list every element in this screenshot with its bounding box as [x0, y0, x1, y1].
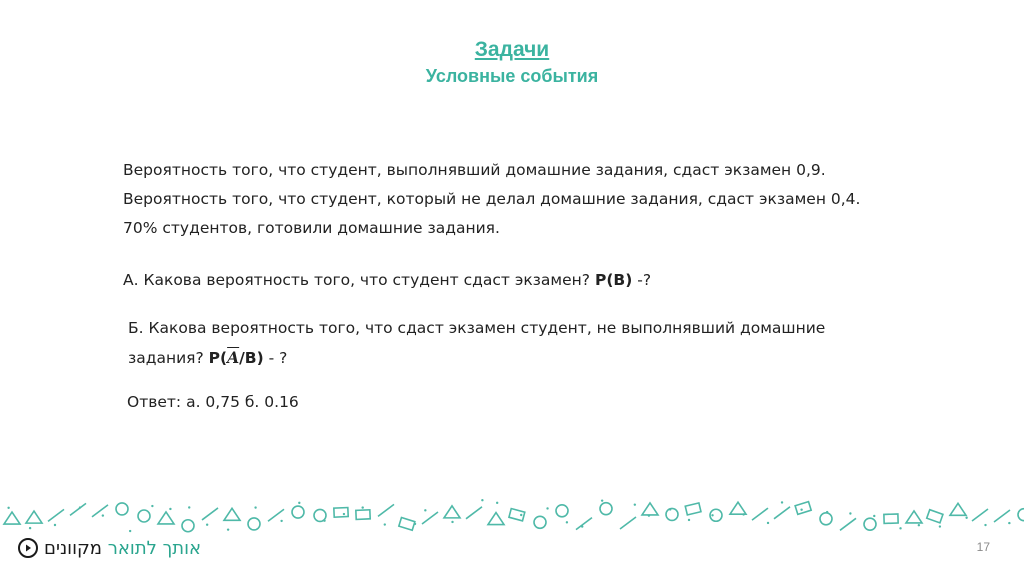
question-a-text: А. Какова вероятность того, что студент сдаст экзамен?: [123, 271, 591, 289]
pattern-doodle: [4, 512, 20, 524]
pattern-doodle: [576, 518, 592, 530]
pattern-doodle: [26, 511, 42, 523]
pattern-dot: [79, 506, 81, 508]
pattern-doodle: [884, 514, 898, 523]
pattern-doodle: [972, 509, 988, 521]
pattern-dot: [481, 499, 483, 501]
statement-line-3: 70% студентов, готовили домашние задания.: [123, 219, 500, 237]
pattern-dot: [688, 519, 690, 521]
pattern-doodle: [556, 505, 568, 517]
pattern-dot: [298, 502, 300, 504]
pattern-dot: [169, 508, 171, 510]
pattern-doodle: [820, 513, 832, 525]
pattern-dot: [899, 527, 901, 529]
statement-line-2: Вероятность того, что студент, который не делал домашние задания, сдаст экзамен 0,4.: [123, 190, 861, 208]
pattern-dot: [711, 514, 713, 516]
pattern-doodle: [1018, 509, 1024, 521]
pattern-doodle: [138, 510, 150, 522]
pattern-dot: [546, 507, 548, 509]
pattern-dot: [965, 517, 967, 519]
pattern-doodle: [248, 518, 260, 530]
question-b: [128, 314, 825, 373]
pattern-dot: [601, 499, 603, 501]
pattern-dot: [384, 523, 386, 525]
pattern-doodle: [774, 507, 790, 519]
pattern-svg: [0, 498, 1024, 534]
logo-text: אותך לתואר מקוונים: [44, 537, 202, 559]
pattern-doodle: [48, 509, 64, 521]
pattern-doodle: [795, 502, 811, 515]
pattern-doodle: [399, 518, 415, 531]
pattern-doodle: [730, 502, 746, 514]
pattern-dot: [984, 524, 986, 526]
pattern-dot: [520, 514, 522, 516]
slide-subtitle: Условные события: [425, 66, 599, 86]
pattern-dot: [323, 520, 325, 522]
pattern-dot: [361, 506, 363, 508]
pattern-dot: [451, 521, 453, 523]
pattern-doodle: [422, 512, 438, 524]
pattern-doodle: [182, 520, 194, 532]
pattern-doodle: [202, 508, 218, 520]
pattern-doodle: [994, 510, 1010, 522]
pattern-doodle: [906, 511, 922, 523]
pattern-dot: [918, 524, 920, 526]
pattern-doodle: [950, 503, 966, 515]
page-number: 17: [976, 540, 990, 554]
pattern-doodle: [92, 505, 108, 517]
pattern-dot: [648, 514, 650, 516]
pattern-doodle: [70, 503, 86, 515]
question-b-formula: $P(\overline{A}/B)$: [208, 348, 264, 367]
pattern-dot: [414, 523, 416, 525]
pattern-doodle: [488, 513, 504, 525]
slide-title: Задачи: [474, 38, 550, 61]
pattern-dot: [767, 522, 769, 524]
pattern-doodle: [864, 518, 876, 530]
pattern-dot: [102, 514, 104, 516]
pattern-dot: [566, 521, 568, 523]
question-b-line-1: Б. Какова вероятность того, что сдаст экзамен студент, не выполнявший домашние: [128, 319, 826, 337]
pattern-dot: [781, 501, 783, 503]
pattern-doodle: [268, 509, 284, 521]
pattern-dot: [151, 505, 153, 507]
pattern-doodle: [642, 503, 658, 515]
pattern-doodle: [466, 507, 482, 519]
pattern-doodle: [158, 512, 174, 524]
pattern-doodle: [752, 508, 768, 520]
pattern-doodle: [378, 504, 394, 516]
play-icon: [18, 538, 38, 558]
pattern-dot: [742, 513, 744, 515]
pattern-doodle: [292, 506, 304, 518]
pattern-dot: [669, 508, 671, 510]
pattern-doodle: [509, 509, 525, 521]
pattern-dot: [496, 502, 498, 504]
logo: [18, 535, 201, 561]
pattern-dot: [343, 513, 345, 515]
pattern-doodle: [685, 503, 701, 515]
pattern-dot: [424, 509, 426, 511]
pattern-dot: [188, 506, 190, 508]
pattern-doodle: [840, 518, 856, 530]
question-a-formula: P(B): [594, 271, 633, 289]
answer: Ответ: а. 0,75 б. 0.16: [127, 393, 299, 411]
decorative-pattern-strip: [0, 498, 1024, 534]
pattern-dot: [634, 503, 636, 505]
pattern-dot: [7, 507, 9, 509]
pattern-dot: [826, 511, 828, 513]
pattern-doodle: [334, 508, 348, 518]
statement-line-1: Вероятность того, что студент, выполнявший домашние задания, сдаст экзамен 0,9.: [123, 161, 826, 179]
pattern-dot: [280, 520, 282, 522]
pattern-doodle: [620, 517, 636, 529]
question-b-suffix: - ?: [268, 349, 288, 367]
pattern-dot: [129, 530, 131, 532]
pattern-doodle: [534, 516, 546, 528]
pattern-dot: [227, 528, 229, 530]
pattern-dot: [939, 525, 941, 527]
pattern-dot: [54, 524, 56, 526]
pattern-dot: [581, 525, 583, 527]
pattern-doodle: [600, 503, 612, 515]
question-a: [123, 266, 651, 295]
question-a-suffix: -?: [637, 271, 652, 289]
pattern-dot: [800, 509, 802, 511]
pattern-doodle: [444, 506, 460, 518]
question-b-line-2: задания?: [128, 349, 204, 367]
pattern-doodle: [116, 503, 128, 515]
pattern-dot: [873, 515, 875, 517]
pattern-dot: [29, 527, 31, 529]
pattern-dot: [206, 524, 208, 526]
pattern-doodle: [224, 508, 240, 520]
pattern-dot: [1008, 522, 1010, 524]
pattern-doodle: [927, 510, 943, 523]
complement-a: $\overline{A}$: [227, 348, 240, 367]
pattern-doodle: [666, 508, 678, 520]
pattern-dot: [849, 512, 851, 514]
pattern-doodle: [356, 510, 370, 520]
problem-statement: [123, 156, 860, 243]
pattern-dot: [254, 506, 256, 508]
